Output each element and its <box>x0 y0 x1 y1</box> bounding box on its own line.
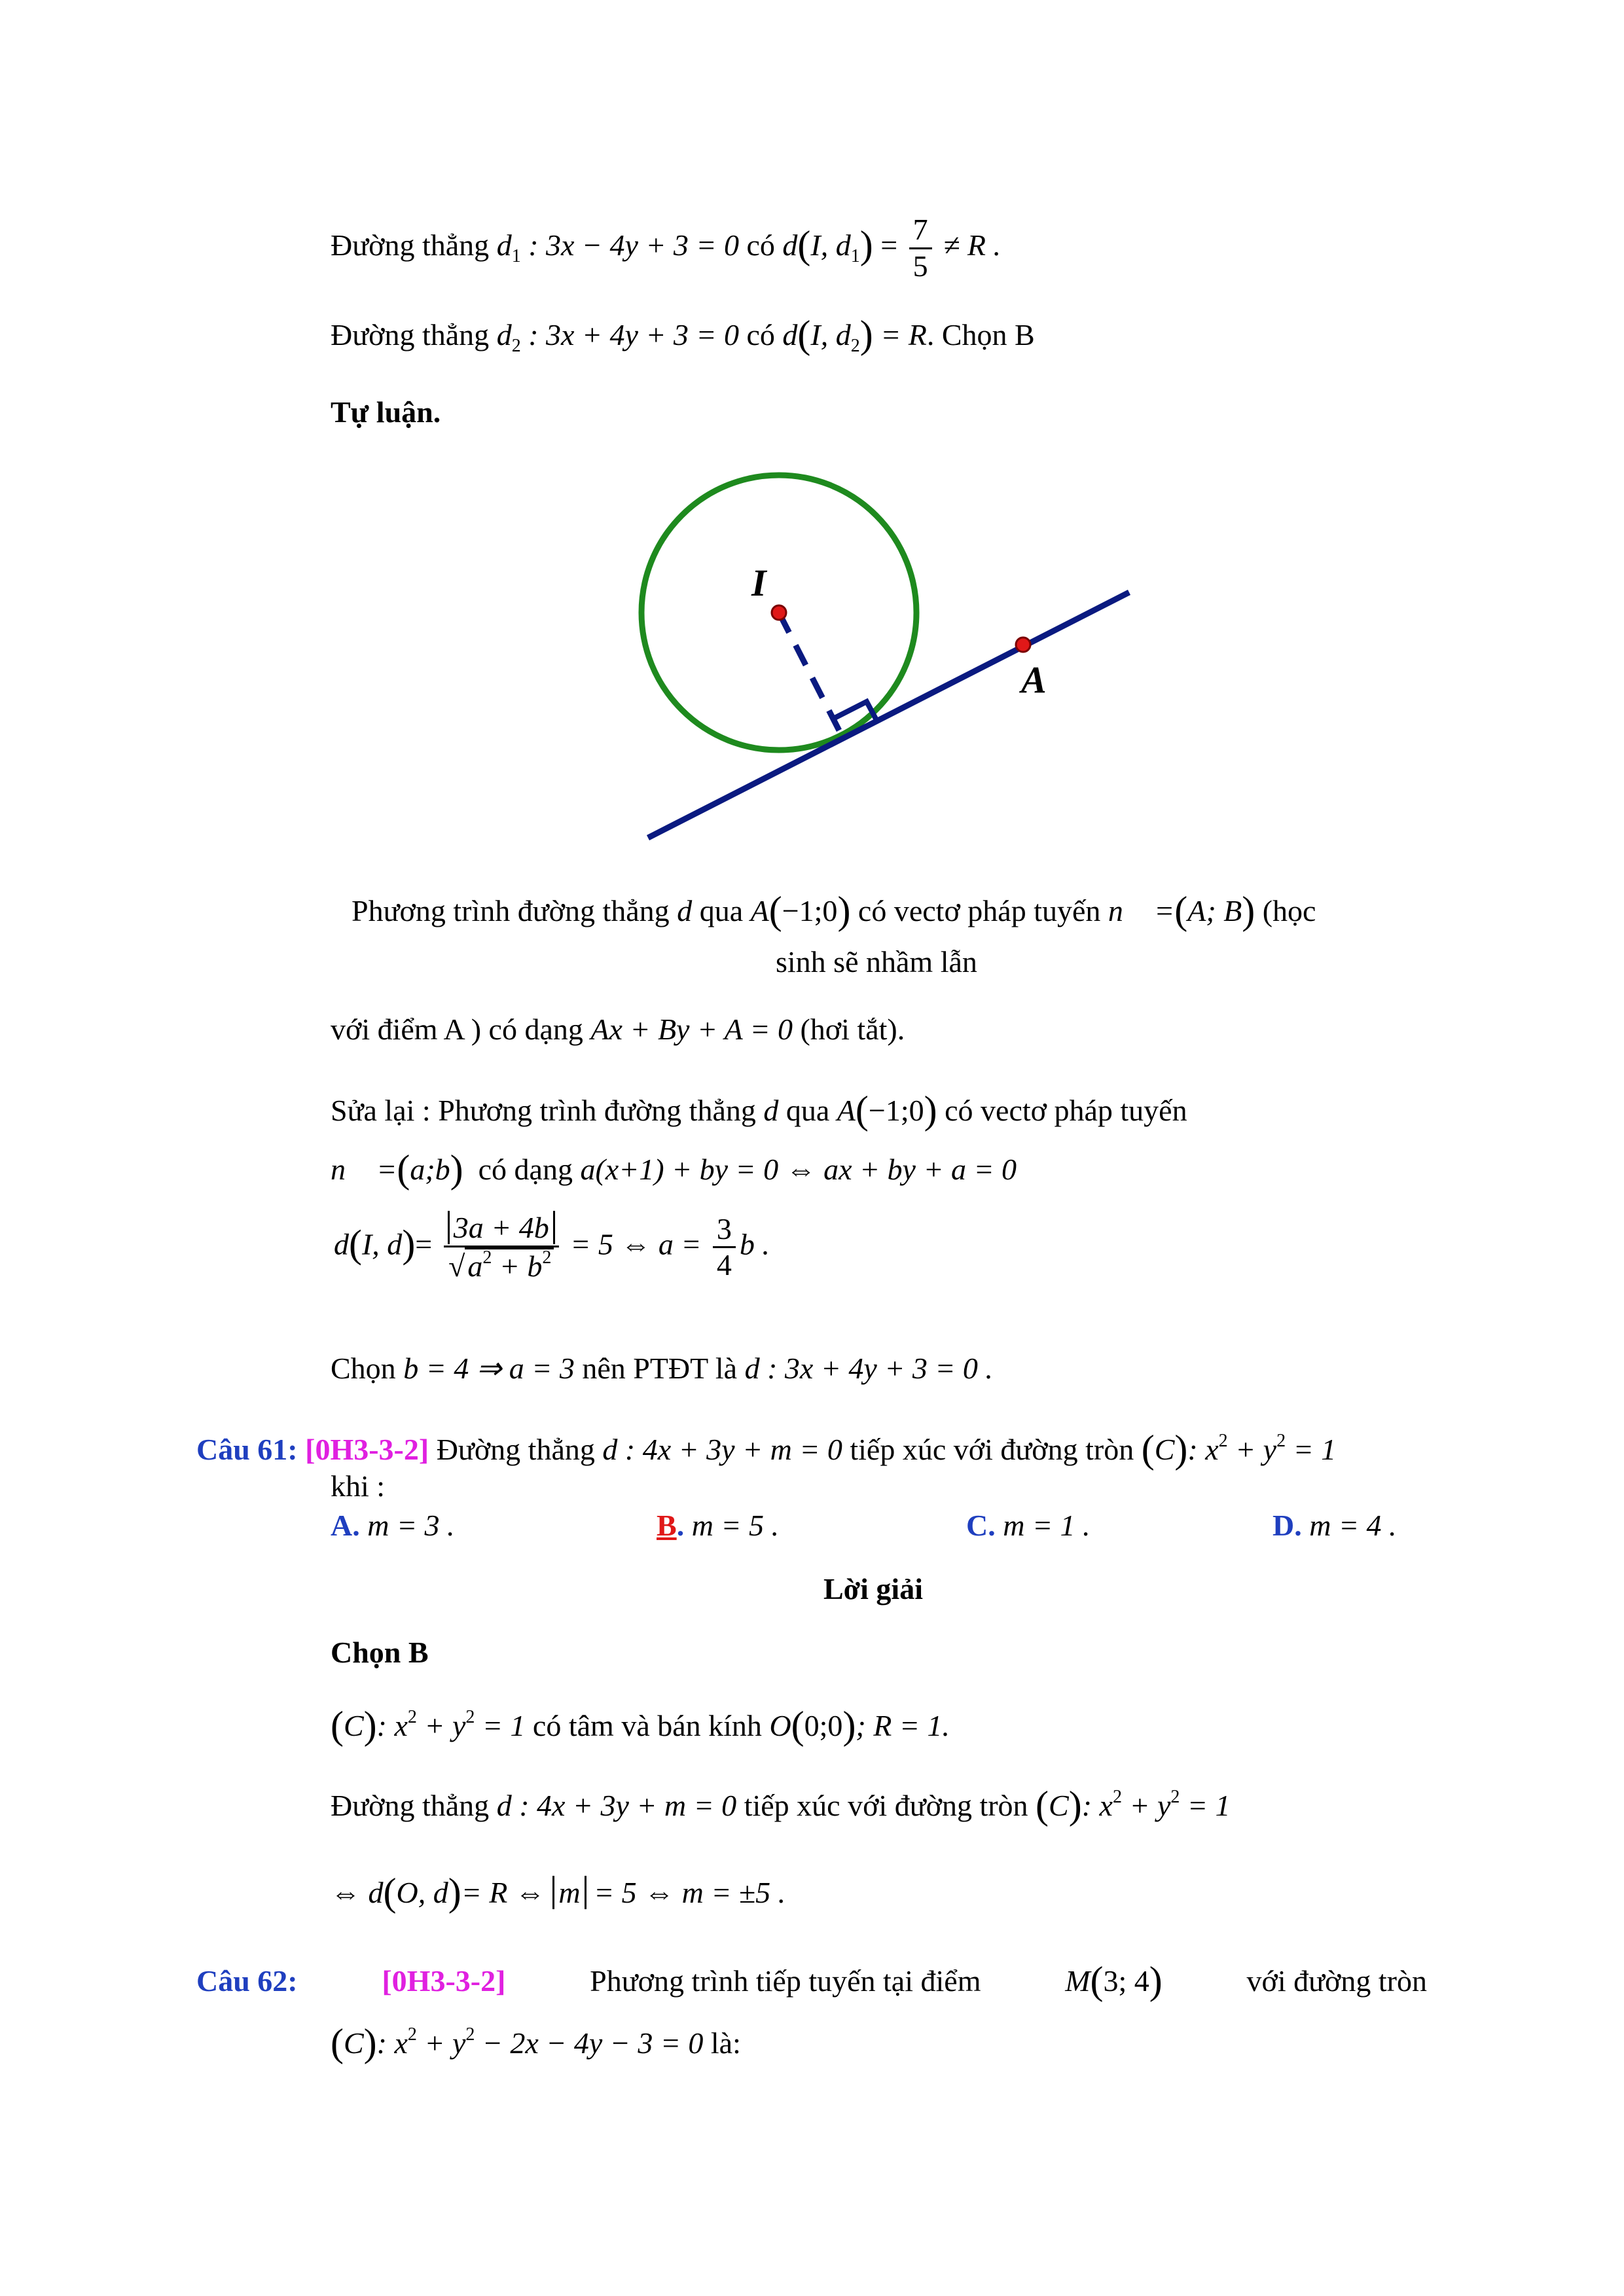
question-tag: [0H3-3-2] <box>382 1964 506 1998</box>
math-eq-1: = 1 <box>1180 1789 1231 1822</box>
option-value: m = 1 . <box>1003 1509 1091 1542</box>
line-vector-n: n⃗ =(a;b) có dạng a(x+1) + by = 0 ⇔ ax + by + a = 0 <box>331 1147 1017 1191</box>
option-key: D. <box>1272 1509 1302 1542</box>
math-c: C <box>1049 1789 1069 1822</box>
equation-d2: : 3x + 4y + 3 = 0 <box>528 318 739 351</box>
superscript: 2 <box>1170 1787 1180 1807</box>
math-b: b . <box>739 1227 770 1261</box>
math-y: + y <box>416 2026 466 2060</box>
math-result: = 5 ⇔ m = ±5 . <box>594 1876 786 1909</box>
fraction-distance <box>444 1211 559 1284</box>
math-coords: 0;0 <box>804 1709 843 1742</box>
line-co-dang <box>331 1011 905 1047</box>
option-value: m = 5 . <box>691 1509 779 1542</box>
solution-line-1: (C): $x^2 + y^2 = 1$ có tâm và bán kính O(0;0); R = 1. <box>331 1704 950 1747</box>
math-a: A <box>750 894 769 927</box>
line-d1: Đường thẳng $d_1$ : 3x − 4y + 3 = 0 có d(I, $d_1$) = $\frac{7}{5}$ ≠ R . <box>331 213 1001 283</box>
solution-line-2: Đường thẳng d : 4x + 3y + m = 0 tiếp xúc với đường tròn (C): $x^2 + y^2 = 1$ <box>331 1784 1231 1827</box>
denominator: 4 <box>716 1248 732 1282</box>
text-vecto: có vectơ pháp tuyến <box>857 894 1101 927</box>
numerator: 3 <box>713 1212 736 1249</box>
text-nen-ptdt: nên PTĐT là <box>582 1352 738 1385</box>
math-n: n⃗ = <box>1108 894 1175 927</box>
math-d: d <box>782 228 798 262</box>
math-args: I, d <box>810 228 851 262</box>
math-radius: ; R = 1. <box>856 1709 950 1742</box>
text-hoc: (học <box>1262 894 1316 927</box>
superscript: 2 <box>1276 1431 1286 1451</box>
numerator <box>444 1211 559 1247</box>
math-y: + y <box>416 1709 466 1742</box>
line-chon <box>331 1350 993 1386</box>
question-tag: [0H3-3-2] <box>305 1433 429 1466</box>
radius-dashed <box>779 613 841 734</box>
text-co-dang: có dạng <box>478 1153 573 1186</box>
option-d[interactable] <box>1272 1507 1397 1543</box>
fraction-3-4 <box>713 1212 736 1283</box>
denominator: 5 <box>912 249 928 283</box>
text-co: có <box>746 318 775 351</box>
text-chon-b: Chọn B <box>331 1636 429 1669</box>
math-d: d <box>763 1094 779 1127</box>
line-distance: d(I, d)= $\frac{3a + 4b}{√a^2 + b^2}$ = 5 ⇔ a = $\frac{3}{4}$ b . <box>334 1211 770 1283</box>
math-result: = 5 ⇔ a = <box>570 1227 702 1261</box>
superscript: 2 <box>482 1247 492 1268</box>
equation-d1: : 3x − 4y + 3 = 0 <box>528 228 739 262</box>
superscript: 2 <box>407 1707 417 1727</box>
numerator: 7 <box>909 213 932 249</box>
text-qua: qua <box>785 1094 830 1127</box>
var-a: a <box>467 1249 483 1283</box>
text-voi-duong-tron: với đường tròn <box>1246 1964 1427 1998</box>
var-b: + b <box>492 1249 543 1283</box>
math-x: : x <box>376 1709 408 1742</box>
text-tiep-xuc: tiếp xúc với đường tròn <box>744 1789 1028 1822</box>
math-args: I, d <box>810 318 851 351</box>
math-rest: − 2x − 4y − 3 = 0 <box>475 2026 704 2060</box>
equals-r: = R <box>880 318 927 351</box>
math-a: A <box>837 1094 856 1127</box>
text-hoi-tat: (hơi tắt). <box>800 1013 905 1046</box>
text-duong-thang: Đường thẳng <box>331 228 490 262</box>
math-d: d <box>496 228 512 262</box>
line-sua-lai: Sửa lại : Phương trình đường thẳng d qua A(−1;0) có vectơ pháp tuyến <box>331 1088 1187 1132</box>
text-chon-b: . Chọn B <box>926 318 1035 351</box>
text-qua: qua <box>699 894 744 927</box>
question-61: Câu 61: [0H3-3-2] Đường thẳng d : 4x + 3y + m = 0 tiếp xúc với đường tròn (C): $x^2 + y^2 = 1$ <box>196 1427 1337 1471</box>
math-d: d <box>496 318 512 351</box>
math-c: C <box>1154 1433 1175 1466</box>
text-chon: Chọn <box>331 1352 396 1385</box>
equation-line: d : 4x + 3y + m = 0 <box>496 1789 737 1822</box>
heading-tu-luan: Tự luận. <box>331 395 441 429</box>
superscript: 2 <box>465 1707 475 1727</box>
label-i: I <box>751 562 767 604</box>
math-d: d <box>782 318 798 351</box>
option-key: A. <box>331 1509 360 1542</box>
question-62-eq: (C): $x^2 + y^2 - 2x - 4y - 3 = 0$ là: <box>331 2021 741 2064</box>
math-eq-1: = 1 <box>475 1709 526 1742</box>
heading-loi-giai: Lời giải <box>823 1572 923 1605</box>
text-sua-lai: Sửa lại : Phương trình đường thẳng <box>331 1094 756 1127</box>
question-61-tail: khi : <box>331 1469 386 1503</box>
math-y: + y <box>1227 1433 1277 1466</box>
math-coords: −1;0 <box>782 894 838 927</box>
superscript: 2 <box>1112 1787 1122 1807</box>
equation-line: d : 4x + 3y + m = 0 <box>602 1433 842 1466</box>
subscript: 1 <box>850 245 860 266</box>
option-key: C. <box>966 1509 996 1542</box>
tangent-line <box>648 592 1129 838</box>
option-value: m = 3 . <box>367 1509 455 1542</box>
line-nham-lan: sinh sẽ nhầm lẫn <box>776 945 977 978</box>
text-la: là: <box>710 2026 741 2060</box>
text-tam-ban-kinh: có tâm và bán kính <box>532 1709 762 1742</box>
option-key-dot: . <box>676 1509 685 1542</box>
solution-line-3: ⇔ d(O, d)= R ⇔ m = 5 ⇔ m = ±5 . <box>331 1871 786 1914</box>
math-eq-1: = 1 <box>1286 1433 1337 1466</box>
option-value: m = 4 . <box>1309 1509 1397 1542</box>
abs-m: m <box>552 1876 586 1909</box>
text-duong-thang: Đường thẳng <box>331 318 490 351</box>
math-b-a: b = 4 ⇒ a = 3 <box>403 1352 575 1385</box>
subscript: 2 <box>850 336 860 356</box>
math-equiv-d: ⇔ d <box>331 1876 384 1909</box>
math-d: d <box>677 894 693 927</box>
option-b[interactable] <box>657 1507 779 1543</box>
question-62 <box>196 1957 1427 2004</box>
math-coords: 3; 4 <box>1103 1964 1149 1998</box>
point-m: M(3; 4) <box>1065 1959 1163 2002</box>
text-voi-diem: với điểm A ) có dạng <box>331 1013 583 1046</box>
question-label: Câu 61: <box>196 1433 298 1466</box>
math-x: : x <box>1081 1789 1113 1822</box>
text-tiep-xuc: tiếp xúc với đường tròn <box>850 1433 1134 1466</box>
math-c: C <box>343 1709 364 1742</box>
math-equals-r: = R ⇔ <box>461 1876 545 1909</box>
math-ab: a;b <box>410 1153 450 1186</box>
point-i <box>772 605 786 620</box>
math-n: n⃗ = <box>331 1153 397 1186</box>
text-tiep-tuyen: Phương trình tiếp tuyến tại điểm <box>590 1964 981 1998</box>
equals: = <box>880 228 898 262</box>
math-o: O <box>769 1709 791 1742</box>
math-coords: −1;0 <box>868 1094 924 1127</box>
text-duong-thang: Đường thẳng <box>436 1433 595 1466</box>
equals: = <box>415 1227 433 1261</box>
math-y: + y <box>1121 1789 1171 1822</box>
math-m: M <box>1065 1964 1091 1998</box>
math-c: C <box>343 2026 364 2060</box>
equation-result: d : 3x + 4y + 3 = 0 . <box>744 1352 993 1385</box>
superscript: 2 <box>1218 1431 1228 1451</box>
text-vecto: có vectơ pháp tuyến <box>945 1094 1187 1127</box>
superscript: 2 <box>407 2024 417 2045</box>
math-x: : x <box>1187 1433 1219 1466</box>
subscript: 1 <box>511 245 521 266</box>
math-neq-r: ≠ R . <box>943 228 1001 262</box>
abs-value: 3a + 4b <box>448 1211 555 1244</box>
math-d: d <box>334 1227 349 1261</box>
subscript: 2 <box>511 336 521 356</box>
math-args: I, d <box>361 1227 403 1261</box>
option-c[interactable] <box>966 1507 1091 1543</box>
option-a[interactable] <box>331 1507 455 1543</box>
text-pt: Phương trình đường thẳng <box>352 894 670 927</box>
denominator: $√a^2 + b^2$ <box>444 1247 559 1284</box>
point-a <box>1016 637 1030 652</box>
text-co: có <box>746 228 775 262</box>
option-key-correct: B <box>657 1509 677 1542</box>
line-phuong-trinh: Phương trình đường thẳng d qua A(−1;0) có vectơ pháp tuyến n⃗ =(A; B) (học <box>352 889 1316 932</box>
equation-correct: a(x+1) + by = 0 ⇔ ax + by + a = 0 <box>580 1153 1017 1186</box>
label-a: A <box>1021 658 1047 701</box>
superscript: 2 <box>542 1247 552 1268</box>
superscript: 2 <box>465 2024 475 2045</box>
math-args: O, d <box>396 1876 448 1909</box>
text-duong-thang: Đường thẳng <box>331 1789 490 1822</box>
math-ab: A; B <box>1187 894 1242 927</box>
sqrt-body <box>465 1247 554 1283</box>
line-d2: Đường thẳng $d_2$ : 3x + 4y + 3 = 0 có d(I, $d_2) = R$. Chọn B <box>331 313 1035 356</box>
math-x: : x <box>376 2026 408 2060</box>
equation-wrong: Ax + By + A = 0 <box>590 1013 793 1046</box>
question-label: Câu 62: <box>196 1964 298 1998</box>
